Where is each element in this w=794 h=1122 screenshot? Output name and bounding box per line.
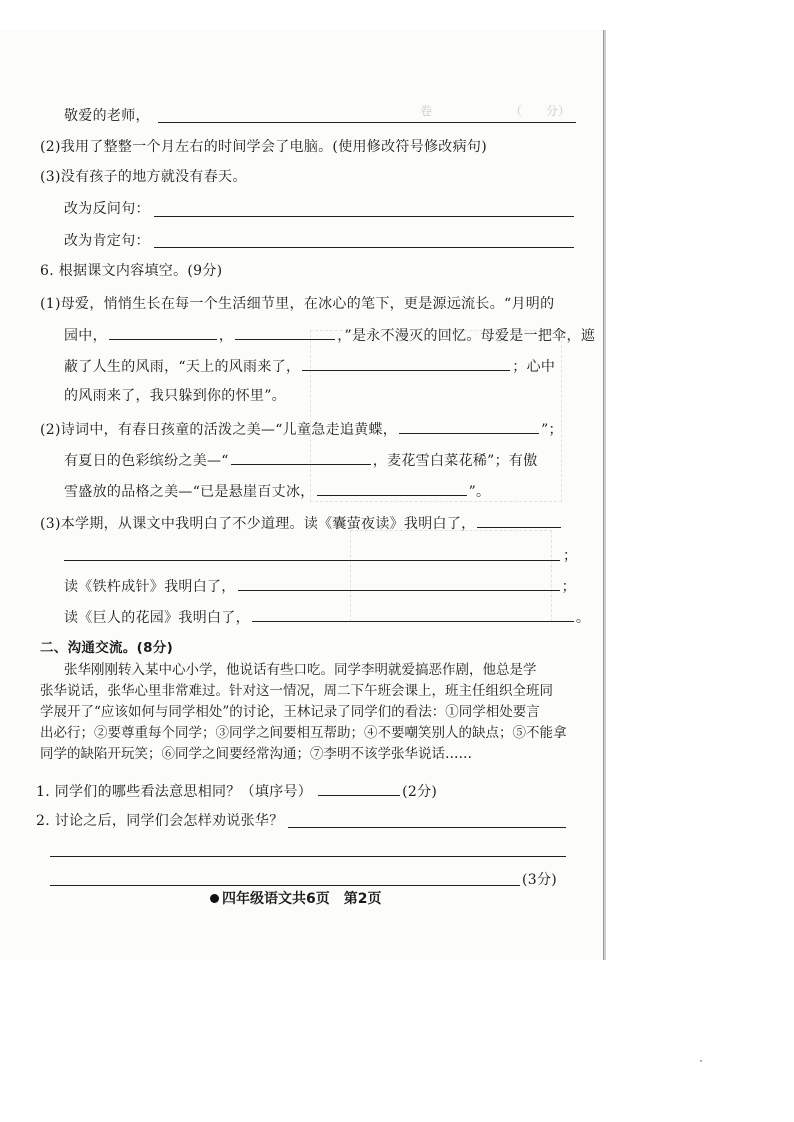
q6-p1-line4: 的风雨来了，我只躲到你的怀里”。 (64, 388, 286, 404)
q5-item3: (3)没有孩子的地方就没有春天。 (40, 169, 247, 185)
q6-p1-line2 (64, 325, 595, 346)
text-span: ；心中 (512, 359, 556, 375)
q6-p3-line1 (40, 513, 563, 534)
paper-edge (603, 30, 604, 960)
page-footer (210, 888, 381, 908)
scan-speck (700, 1060, 702, 1062)
text-span: 1. 同学们的哪些看法意思相同？（填序号） (36, 784, 313, 800)
q6-p3-line3 (64, 576, 576, 597)
text-span: (2)诗词中，有春日孩童的活泼之美—“儿童急走追黄蝶， (40, 422, 398, 438)
q2-score: (3分) (522, 872, 558, 888)
teacher-line (64, 106, 150, 126)
q6-p3-line4 (64, 607, 590, 628)
teacher-prefix: 敬爱的老师， (64, 108, 150, 124)
section2-q2: 2. 讨论之后，同学们会怎样劝说张华？ (36, 813, 284, 829)
answer-line-p3[interactable] (64, 560, 560, 561)
q6-p1-line1: (1)母爱，悄悄生长在每一个生活细节里，在冰心的笔下，更是源远流长。“月明的 (40, 296, 555, 312)
section2-passage (40, 660, 567, 765)
text-span: 蔽了人生的风雨，“天上的风雨来了， (64, 359, 301, 375)
show-through-text (420, 160, 576, 177)
answer-line-q2[interactable] (288, 827, 566, 828)
answer-blank[interactable] (302, 356, 510, 371)
text-span: 园中， (64, 328, 107, 344)
answer-blank[interactable] (235, 325, 335, 340)
answer-blank[interactable] (477, 513, 561, 528)
q6-p2-line3 (64, 481, 490, 502)
text-span: 读《铁杵成针》我明白了， (64, 579, 236, 595)
answer-line-q2[interactable] (50, 856, 566, 857)
answer-line-affirmative[interactable] (154, 247, 574, 248)
q5-item2: (2)我用了整整一个月左右的时间学会了电脑。(使用修改符号修改病句) (40, 139, 487, 155)
answer-blank[interactable] (399, 419, 539, 434)
text-span: 读《巨人的花园》我明白了， (64, 610, 250, 626)
text-span: ”； (541, 422, 563, 438)
passage-line: 学展开了“应该如何与同学相处”的讨论，王林记录了同学们的看法：①同学相处要言 (40, 704, 540, 720)
passage-line: 张华说话，张华心里非常难过。针对这一情况，周二下午班会课上，班主任组织全班同 (40, 683, 553, 699)
q6-heading: 6. 根据课文内容填空。(9分) (40, 263, 223, 279)
text-span: ”。 (468, 484, 491, 500)
text-span: ； (561, 579, 576, 595)
answer-line-rhetorical[interactable] (154, 216, 574, 217)
text-span: ，”是永不漫灭的回忆。母爱是一把伞，遮 (337, 328, 596, 344)
answer-line-teacher[interactable] (158, 122, 576, 123)
text-span: (3)本学期，从课文中我明白了不少道理。读《囊萤夜读》我明白了， (40, 516, 476, 532)
section2-heading: 二、沟通交流。(8分) (40, 640, 174, 656)
text-span: 雪盛放的品格之美—“已是悬崖百丈冰， (64, 484, 315, 500)
text-span: ，麦花雪白菜花稀”；有傲 (372, 453, 538, 469)
q6-p2-line2 (64, 450, 538, 471)
answer-line-q2[interactable] (50, 885, 520, 886)
answer-blank[interactable] (318, 781, 400, 796)
answer-blank[interactable] (317, 481, 467, 496)
section2-q1 (36, 781, 437, 802)
footer-text: 四年级语文共6页 第2页 (222, 891, 382, 907)
passage-line: 张华刚刚转入某中心小学，他说话有些口吃。同学李明就爱搞恶作剧，他总是学 (64, 662, 537, 678)
passage-line: 同学的缺陷开玩笑；⑥同学之间要经常沟通；⑦李明不该学张华说话…… (40, 746, 472, 762)
text-span: ， (218, 328, 234, 344)
rhetorical-label: 改为反问句： (64, 201, 150, 217)
bullet-dot-icon (210, 894, 219, 903)
q6-p2-line1 (40, 419, 563, 440)
semicolon: ； (563, 548, 578, 564)
show-through-text: 卷 （ 分） (420, 104, 571, 118)
q6-p1-line3 (64, 356, 555, 377)
answer-blank[interactable] (109, 325, 217, 340)
text-span: (2分) (402, 784, 438, 800)
affirmative-label: 改为肯定句： (64, 233, 150, 249)
answer-blank[interactable] (238, 576, 560, 591)
text-span: 有夏日的色彩缤纷之美—“ (64, 453, 229, 469)
answer-blank[interactable] (252, 607, 574, 622)
answer-blank[interactable] (231, 450, 371, 465)
passage-line: 出必行；②要尊重每个同学；③同学之间要相互帮助；④不要嘲笑别人的缺点；⑤不能拿 (40, 725, 567, 741)
text-span: 。 (575, 610, 591, 626)
